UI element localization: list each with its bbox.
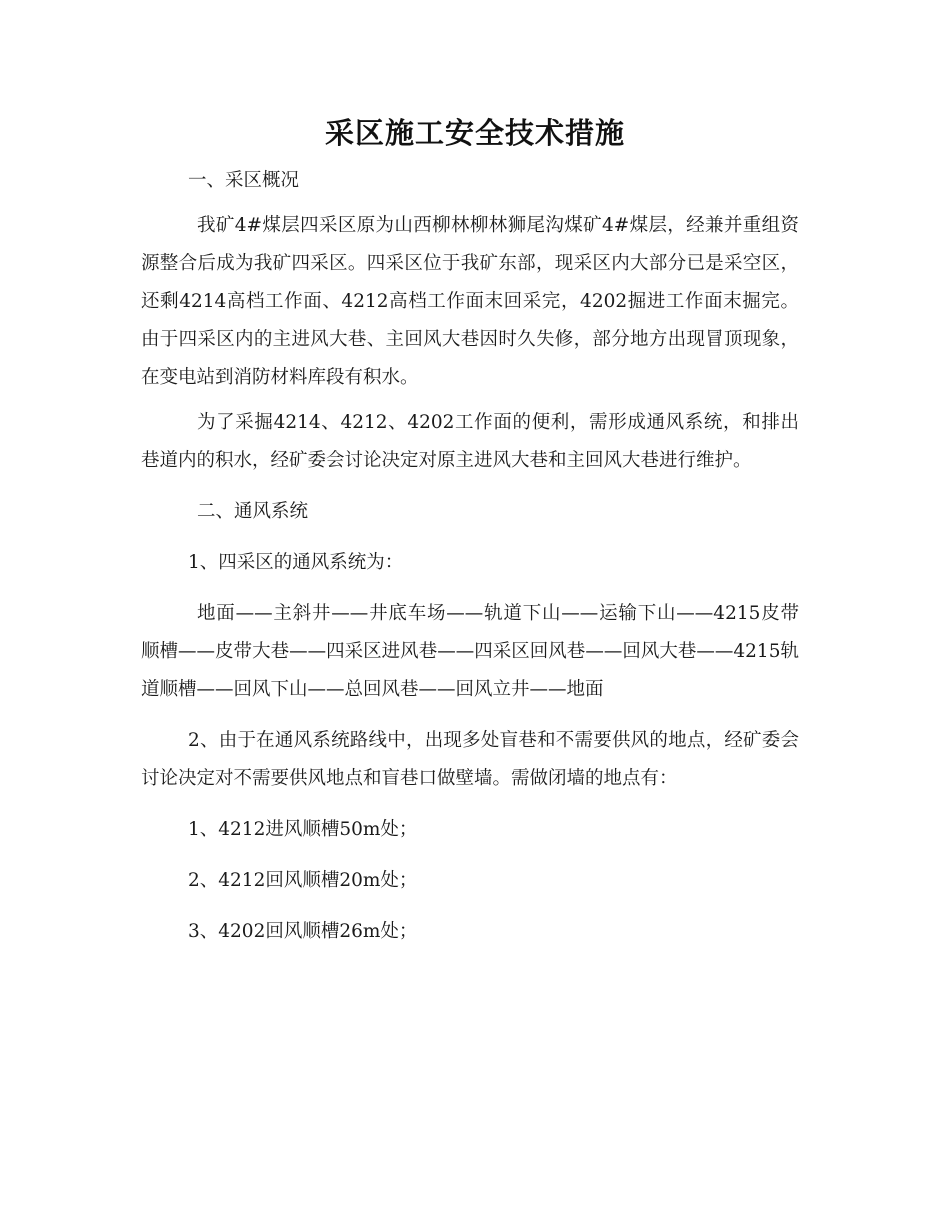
wall-point-3: 3、4202回风顺槽26m处；	[188, 921, 418, 942]
ventilation-item-2: 2、由于在通风系统路线中，出现多处盲巷和不需要供风的地点，经矿委会讨论决定对不需要供风地点和盲巷口做壁墙。需做闭墙的地点有：	[141, 730, 799, 789]
document-title: 采区施工安全技术措施	[324, 116, 625, 150]
maintenance-paragraph: 为了采掘4214、4212、4202工作面的便利，需形成通风系统，和排出巷道内的积水，经矿委会讨论决定对原主进风大巷和主回风大巷进行维护。	[141, 412, 799, 471]
ventilation-item-1: 1、四采区的通风系统为：	[188, 552, 404, 573]
wall-point-1: 1、4212进风顺槽50m处；	[188, 819, 418, 840]
ventilation-route: 地面——主斜井——井底车场——轨道下山——运输下山——4215皮带顺槽——皮带大巷——四采区进风巷——四采区回风巷——回风大巷——4215轨道顺槽——回风下山——总回风巷——回风立井——地面	[141, 603, 799, 700]
wall-point-2: 2、4212回风顺槽20m处；	[188, 870, 418, 891]
section-heading-overview: 一、采区概况	[188, 170, 300, 191]
section-heading-ventilation: 二、通风系统	[197, 501, 309, 522]
document-body	[141, 162, 799, 951]
overview-paragraph: 我矿4#煤层四采区原为山西柳林柳林狮尾沟煤矿4#煤层，经兼并重组资源整合后成为我矿四采区。四采区位于我矿东部，现采区内大部分已是采空区，还剩4214高档工作面、4212高档工作面末回采完，4202掘进工作面末掘完。由于四采区内的主进风大巷、主回风大巷因时久失修，部分地方出现冒顶现象，在变电站到消防材料库段有积水。	[141, 215, 799, 388]
